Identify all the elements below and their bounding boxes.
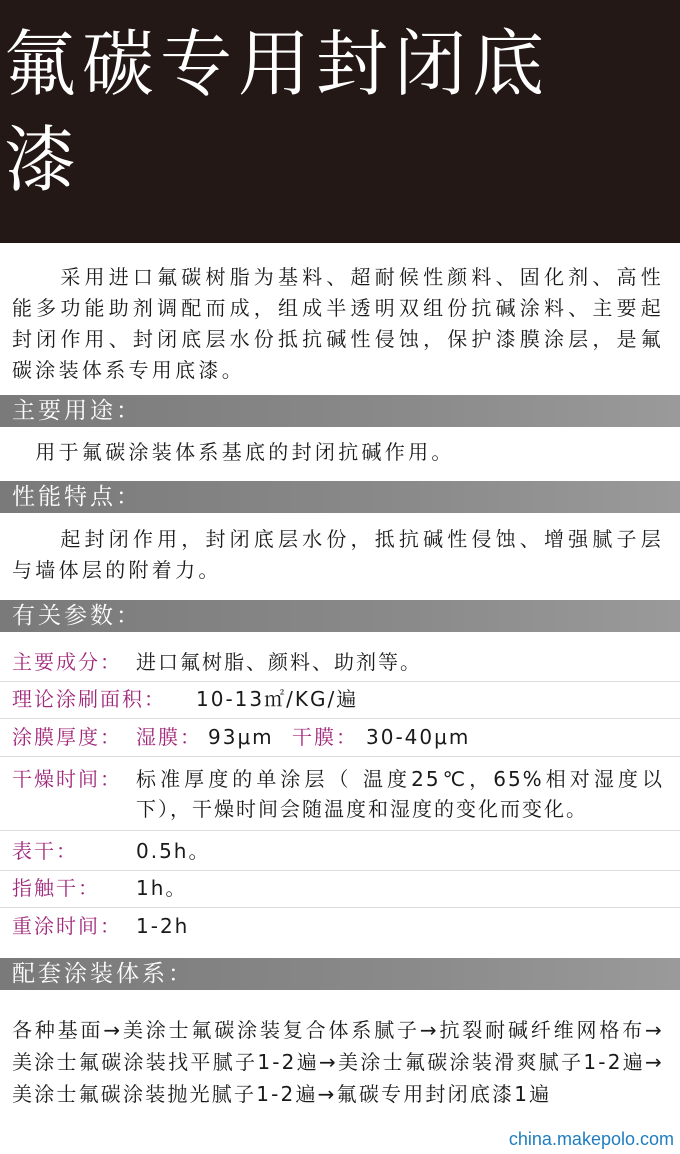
thickness-label: 涂膜厚度： <box>12 725 122 749</box>
dry-film-value: 30-40μm <box>366 725 471 749</box>
params-heading: 有关参数： <box>12 603 142 629</box>
system-text: 各种基面→美涂士氟碳涂装复合体系腻子→抗裂耐碱纤维网格布→美涂士氟碳涂装找平腻子1-2遍→美涂士氟碳涂装滑爽腻子1-2遍→美涂士氟碳涂装抛光腻子1-2遍→氟碳专用封闭底漆1遍 <box>12 1018 664 1106</box>
features-text: 起封闭作用，封闭底层水份，抵抗碱性侵蚀、增强腻子层与墙体层的附着力。 <box>12 527 664 582</box>
surface-dry-value: 0.5h。 <box>136 839 211 863</box>
title-line-1: 氟碳专用封闭底 <box>4 22 551 106</box>
components-label: 主要成分： <box>12 650 122 674</box>
usage-heading: 主要用途： <box>12 398 142 424</box>
coverage-value: 10-13㎡/KG/遍 <box>196 687 359 711</box>
drying-value: 标准厚度的单涂层（ 温度25℃，65%相对湿度以下），干燥时间会随温度和湿度的变化而变化。 <box>136 767 664 821</box>
title-line-2: 漆 <box>4 118 83 202</box>
section-bar-usage <box>0 395 680 427</box>
param-row-components <box>0 647 680 682</box>
page-title <box>4 16 674 208</box>
touch-dry-value: 1h。 <box>136 876 188 900</box>
param-row-drying <box>0 764 680 831</box>
recoat-value: 1-2h <box>136 914 190 938</box>
touch-dry-label: 指触干： <box>12 876 100 900</box>
param-row-thickness <box>0 722 680 757</box>
param-row-touch-dry <box>0 873 680 908</box>
recoat-label: 重涂时间： <box>12 914 122 938</box>
intro-paragraph: 采用进口氟碳树脂为基料、超耐候性颜料、固化剂、高性能多功能助剂调配而成，组成半透明双组份抗碱涂料、主要起封闭作用、封闭底层水份抵抗碱性侵蚀，保护漆膜涂层，是氟碳涂装体系专用底漆。 <box>12 265 664 382</box>
dry-film-label: 干膜： <box>292 725 358 749</box>
drying-label: 干燥时间： <box>12 767 122 791</box>
param-row-surface-dry <box>0 836 680 871</box>
watermark: china.makepolo.com <box>508 1129 674 1149</box>
section-bar-system <box>0 958 680 990</box>
coverage-label: 理论涂刷面积： <box>12 687 166 711</box>
wet-film-value: 93μm <box>208 725 274 749</box>
section-bar-params <box>0 600 680 632</box>
param-row-recoat <box>0 911 680 945</box>
title-banner <box>0 0 680 243</box>
components-value: 进口氟树脂、颜料、助剂等。 <box>136 650 422 674</box>
features-heading: 性能特点： <box>12 484 142 510</box>
section-bar-features <box>0 481 680 513</box>
surface-dry-label: 表干： <box>12 839 78 863</box>
wet-film-label: 湿膜： <box>136 725 202 749</box>
usage-text: 用于氟碳涂装体系基底的封闭抗碱作用。 <box>12 440 455 464</box>
param-row-coverage <box>0 684 680 719</box>
system-heading: 配套涂装体系： <box>12 961 194 987</box>
